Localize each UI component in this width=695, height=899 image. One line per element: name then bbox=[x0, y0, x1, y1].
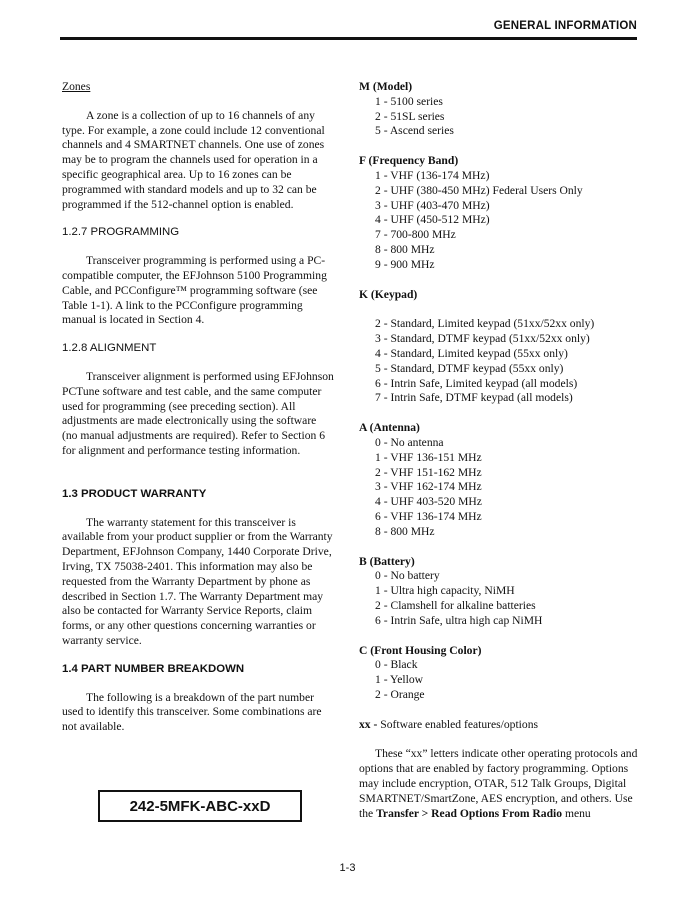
zones-heading: Zones bbox=[62, 80, 91, 93]
xx-label: xx - bbox=[359, 717, 378, 731]
left-column bbox=[62, 80, 334, 735]
list-item: 7 - 700-800 MHz bbox=[375, 228, 456, 242]
header-title: GENERAL INFORMATION bbox=[493, 20, 637, 32]
list-item: 6 - Intrin Safe, ultra high cap NiMH bbox=[375, 613, 543, 627]
warranty-heading: 1.3 PRODUCT WARRANTY bbox=[62, 487, 207, 500]
group-model bbox=[359, 80, 639, 139]
list-item: 2 - Standard, Limited keypad (51xx/52xx only) bbox=[375, 317, 595, 331]
list-item: 3 - VHF 162-174 MHz bbox=[375, 480, 482, 494]
group-front-housing-color bbox=[359, 644, 639, 703]
list-item: 0 - No battery bbox=[375, 569, 440, 583]
list-item: 5 - Ascend series bbox=[375, 124, 454, 138]
list-item: 3 - Standard, DTMF keypad (51xx/52xx only) bbox=[375, 332, 590, 346]
list-item: 8 - 800 MHz bbox=[375, 524, 435, 538]
alignment-heading: 1.2.8 ALIGNMENT bbox=[62, 342, 157, 355]
list-item: 4 - Standard, Limited keypad (55xx only) bbox=[375, 346, 568, 360]
list-item: 5 - Standard, DTMF keypad (55xx only) bbox=[375, 361, 564, 375]
list-item: 0 - Black bbox=[375, 658, 418, 672]
part-number: 242-5MFK-ABC-xxD bbox=[129, 797, 271, 815]
alignment-paragraph: Transceiver alignment is performed using EFJohnson PCTune software and test cable, and the same computer used for programming (see preceding section). All adjustments are made electronically using the software (no manual adjustments are required). Refer to Section 6 for alignment and performance testing information. bbox=[62, 369, 334, 457]
list-item: 8 - 800 MHz bbox=[375, 242, 435, 256]
group-heading: F (Frequency Band) bbox=[359, 154, 459, 168]
xx-paragraph-tail: menu bbox=[562, 806, 591, 820]
list-item: 1 - VHF (136-174 MHz) bbox=[375, 168, 490, 182]
warranty-paragraph: The warranty statement for this transceiver is available from your product supplier or from the Warranty Department, EFJohnson Company, 1440 Corporate Drive, Irving, TX 75038-2401. This information may also be requested from the Warranty Department by phone as described in Section 1.7. The Warranty Department may also be contacted for Warranty Service Reports, claim forms, or any other questions concerning warranties or warranty service. bbox=[62, 515, 333, 647]
breakdown-paragraph: The following is a breakdown of the part number used to identify this transceiver. Some combinations are not available. bbox=[62, 690, 322, 734]
group-heading: A (Antenna) bbox=[359, 421, 420, 435]
group-heading: B (Battery) bbox=[359, 554, 415, 568]
list-item: 0 - No antenna bbox=[375, 435, 444, 449]
list-item: 4 - UHF 403-520 MHz bbox=[375, 495, 482, 509]
breakdown-heading: 1.4 PART NUMBER BREAKDOWN bbox=[62, 662, 245, 675]
group-frequency-band bbox=[359, 154, 639, 272]
list-item: 1 - Ultra high capacity, NiMH bbox=[375, 584, 515, 598]
group-keypad bbox=[359, 288, 639, 407]
list-item: 2 - Orange bbox=[375, 687, 425, 701]
list-item: 1 - Yellow bbox=[375, 673, 423, 687]
header-divider bbox=[60, 37, 637, 40]
list-item: 4 - UHF (450-512 MHz) bbox=[375, 213, 490, 227]
list-item: 1 - 5100 series bbox=[375, 94, 443, 108]
programming-heading: 1.2.7 PROGRAMMING bbox=[62, 226, 180, 239]
programming-paragraph: Transceiver programming is performed using a PC-compatible computer, the EFJohnson 5100 Programming Cable, and PCConfigure™ programming software (see Table 1-1). A link to the PCConfigure programming manual is located in Section 4. bbox=[62, 254, 327, 327]
list-item: 2 - Clamshell for alkaline batteries bbox=[375, 598, 536, 612]
page-number: 1-3 bbox=[339, 862, 356, 874]
part-number-box bbox=[98, 790, 302, 822]
xx-description: Software enabled features/options bbox=[377, 717, 539, 731]
list-item: 9 - 900 MHz bbox=[375, 257, 435, 271]
list-item: 3 - UHF (403-470 MHz) bbox=[375, 198, 490, 212]
xx-paragraph bbox=[359, 747, 639, 821]
zones-paragraph: A zone is a collection of up to 16 channels of any type. For example, a zone could include 12 conventional channels and 4 SMARTNET channels. One use of zones may be to program the channels used for operation in a specific geographical area. Up to 16 zones can be programmed with standard models and up to 32 can be programmed if the 512-channel option is enabled. bbox=[62, 108, 325, 211]
xx-line bbox=[359, 718, 639, 733]
group-battery bbox=[359, 555, 639, 629]
xx-menu-path: Transfer > Read Options From Radio bbox=[376, 806, 563, 820]
group-heading: C (Front Housing Color) bbox=[359, 643, 482, 657]
group-antenna bbox=[359, 421, 639, 539]
list-item: 2 - UHF (380-450 MHz) Federal Users Only bbox=[375, 183, 583, 197]
group-heading: M (Model) bbox=[359, 80, 413, 93]
list-item: 6 - Intrin Safe, Limited keypad (all models) bbox=[375, 376, 578, 390]
xx-paragraph-text: These “xx” letters indicate other operating protocols and options that are enabled by factory programming. Options may include encryption, OTAR, 512 Talk Groups, Digital SMARTNET/SmartZone, AES encryption, and others. Use the bbox=[359, 747, 638, 820]
list-item: 6 - VHF 136-174 MHz bbox=[375, 509, 482, 523]
group-heading: K (Keypad) bbox=[359, 287, 418, 301]
list-item: 2 - 51SL series bbox=[375, 109, 445, 123]
list-item: 2 - VHF 151-162 MHz bbox=[375, 465, 482, 479]
list-item: 1 - VHF 136-151 MHz bbox=[375, 450, 482, 464]
list-item: 7 - Intrin Safe, DTMF keypad (all models) bbox=[375, 391, 573, 405]
right-column bbox=[359, 80, 639, 821]
